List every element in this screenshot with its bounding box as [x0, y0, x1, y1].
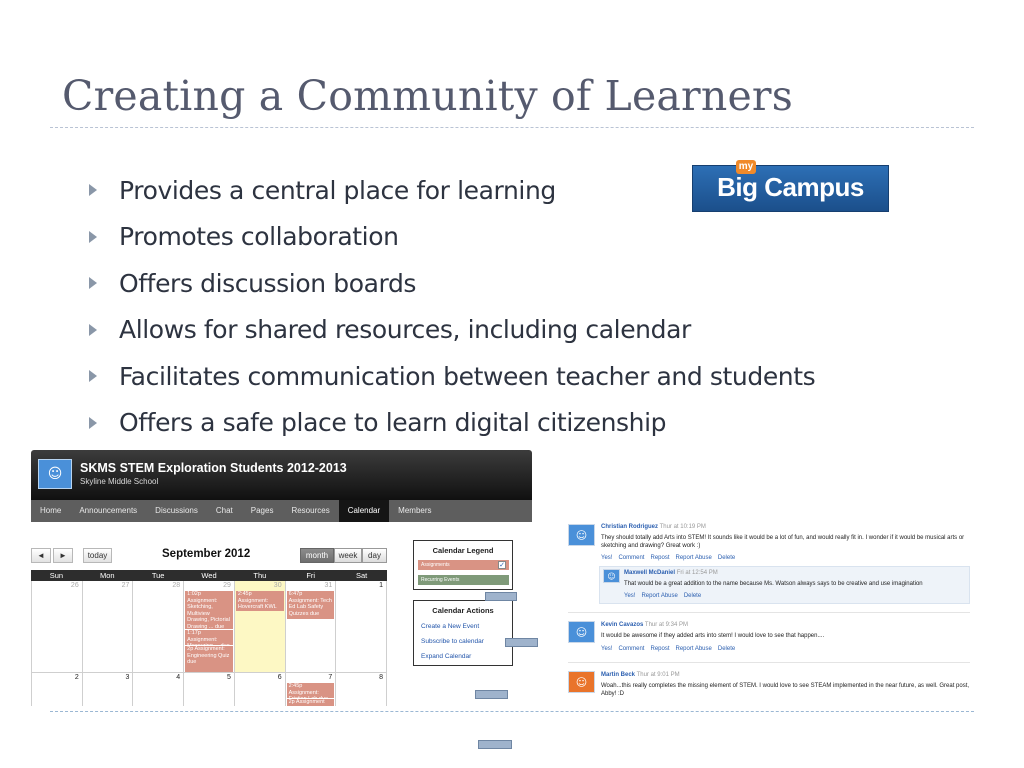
post-actions	[601, 646, 741, 652]
report-abuse-link[interactable]: Report Abuse	[675, 555, 712, 561]
post-body: It would be awesome if they added arts into stem! I would love to see that happen....	[601, 633, 825, 639]
next-month-button[interactable]: ►	[53, 548, 73, 563]
post-body: They should totally add Arts into STEM! It sounds like it would be a lot of fun, and would really fit in. I wonder if it would be musical arts or sketching and drawing? Great work :)	[601, 535, 965, 549]
calendar-day[interactable]	[336, 581, 387, 672]
legend-assignments[interactable]	[418, 560, 509, 570]
title-divider	[50, 127, 974, 128]
weekday-label: Mon	[99, 571, 115, 580]
calendar-event[interactable]: 2:45p Assignment:	[287, 683, 335, 698]
day-number: 2	[74, 674, 79, 681]
calendar-event[interactable]: 1:17p Assignment:	[185, 630, 233, 645]
expand-calendar-link[interactable]: Expand Calendar	[421, 653, 472, 660]
report-abuse-link[interactable]: Report Abuse	[675, 646, 712, 652]
bullet-text: Facilitates communication between teacher and students	[119, 361, 816, 391]
post-author[interactable]: Christian Rodriguez	[601, 524, 659, 530]
legend-title: Calendar Legend	[432, 546, 494, 555]
legend-recurring-events[interactable]	[418, 575, 509, 585]
calendar-grid	[31, 570, 387, 706]
nav-chat[interactable]: Chat	[215, 506, 233, 515]
prev-month-button[interactable]: ◄	[31, 548, 51, 563]
weekday-label: Tue	[151, 571, 165, 580]
repost-link[interactable]: Repost	[650, 555, 670, 561]
bullet-arrow-icon	[89, 324, 97, 336]
calendar-event[interactable]: 2p Assignment: Engineering Quiz due	[185, 646, 233, 672]
bullet-arrow-icon	[89, 231, 97, 243]
footer-divider	[50, 711, 974, 712]
user-avatar-icon: ☺	[603, 569, 620, 583]
delete-link[interactable]: Delete	[717, 555, 736, 561]
post-time: Fri at 12:54 PM	[676, 570, 718, 576]
calendar-legend	[413, 540, 513, 590]
slide-title: Creating a Community of Learners	[62, 72, 793, 120]
connector-shape	[475, 690, 508, 699]
nav-discussions[interactable]: Discussions	[155, 506, 198, 515]
comment-link[interactable]: Comment	[618, 646, 645, 652]
bullet-item	[88, 214, 815, 261]
post-time: Thur at 9:01 PM	[636, 672, 680, 678]
bullet-text: Offers discussion boards	[119, 268, 417, 298]
post-author[interactable]: Maxwell McDaniel	[624, 570, 676, 576]
post-meta	[601, 622, 688, 628]
logo-text: Big Campus	[717, 172, 864, 202]
weekday-header	[31, 570, 387, 581]
bullet-text: Promotes collaboration	[119, 222, 399, 252]
calendar-day[interactable]	[83, 581, 134, 672]
course-title: SKMS STEM Exploration Students 2012-2013	[80, 461, 347, 475]
bullet-item	[88, 260, 815, 307]
calendar-day[interactable]	[336, 673, 387, 706]
legend-label: Assignments	[421, 562, 450, 568]
delete-link[interactable]: Delete	[683, 593, 702, 599]
bullet-text: Offers a safe place to learn digital citizenship	[119, 408, 667, 438]
bullet-text: Allows for shared resources, including calendar	[119, 315, 691, 345]
post-actions	[624, 593, 707, 599]
subscribe-calendar-link[interactable]: Subscribe to calendar	[421, 638, 484, 645]
post-time: Thur at 9:34 PM	[644, 622, 688, 628]
calendar-day[interactable]	[286, 673, 337, 706]
user-avatar-icon: ☺	[568, 671, 595, 693]
day-number: 26	[70, 582, 79, 589]
big-campus-logo	[692, 161, 889, 212]
calendar-day[interactable]	[184, 673, 235, 706]
bullet-arrow-icon	[89, 370, 97, 382]
delete-link[interactable]: Delete	[717, 646, 736, 652]
post-time: Thur at 10:19 PM	[659, 524, 706, 530]
day-number: 28	[172, 582, 181, 589]
connector-shape	[478, 740, 512, 749]
post-meta	[624, 570, 718, 576]
weekday-label: Fri	[306, 571, 316, 580]
day-number: 7	[328, 674, 333, 681]
user-avatar-icon: ☺	[568, 621, 595, 643]
connector-shape	[485, 592, 517, 601]
post-divider	[568, 662, 970, 663]
calendar-day[interactable]	[31, 673, 83, 706]
nav-pages[interactable]: Pages	[250, 506, 274, 515]
bullet-arrow-icon	[89, 417, 97, 429]
day-number: 27	[121, 582, 130, 589]
calendar-day[interactable]	[235, 673, 286, 706]
post-author[interactable]: Martin Beck	[601, 672, 636, 678]
week-view-button[interactable]: week	[334, 548, 362, 563]
calendar-day[interactable]	[184, 581, 235, 672]
day-number: 8	[379, 674, 384, 681]
user-avatar-icon: ☺	[568, 524, 595, 546]
day-view-button[interactable]: day	[362, 548, 387, 563]
yes-link[interactable]: Yes!	[624, 593, 636, 599]
course-header	[31, 450, 532, 500]
day-number: 4	[176, 674, 181, 681]
nav-members[interactable]: Members	[398, 506, 432, 515]
post-divider	[568, 612, 970, 613]
nav-calendar[interactable]: Calendar	[339, 500, 389, 522]
month-view-button[interactable]: month	[300, 548, 334, 563]
nav-home[interactable]: Home	[40, 506, 62, 515]
logo-my-badge: my	[736, 160, 756, 174]
calendar-day[interactable]	[133, 673, 184, 706]
course-school: Skyline Middle School	[80, 477, 159, 486]
weekday-label: Thu	[253, 571, 267, 580]
actions-title: Calendar Actions	[432, 606, 494, 615]
nav-resources[interactable]: Resources	[291, 506, 330, 515]
calendar-event[interactable]: 2:45p Assignment: Hovercraft KWL	[236, 591, 284, 611]
report-abuse-link[interactable]: Report Abuse	[641, 593, 678, 599]
calendar-actions	[413, 600, 513, 666]
day-number: 3	[125, 674, 130, 681]
day-number: 29	[223, 582, 231, 589]
legend-label: Recurring Events	[421, 577, 460, 583]
calendar-day[interactable]	[133, 581, 184, 672]
post-actions	[601, 555, 741, 561]
calendar-event[interactable]: 2p Assignment	[287, 699, 335, 706]
weekday-label: Wed	[201, 571, 217, 580]
post-body: That would be a great addition to the name because Ms. Watson always says to be creative and use imagination	[624, 581, 923, 587]
day-number: 1	[379, 582, 384, 589]
today-button[interactable]: today	[83, 548, 112, 563]
bullet-item	[88, 307, 815, 354]
calendar-event[interactable]: 1:02p Assignment: Sketching, Multiview Drawing, Pictorial Drawing ... due	[185, 591, 233, 629]
calendar-week	[31, 581, 387, 673]
connector-shape	[505, 638, 538, 647]
bullet-item	[88, 353, 815, 400]
calendar-day[interactable]	[286, 581, 337, 672]
day-number: 5	[226, 674, 231, 681]
bullet-text: Provides a central place for learning	[119, 175, 556, 205]
weekday-label: Sat	[355, 571, 368, 580]
repost-link[interactable]: Repost	[650, 646, 670, 652]
calendar-day[interactable]	[83, 673, 134, 706]
yes-link[interactable]: Yes!	[601, 646, 613, 652]
bullet-arrow-icon	[89, 184, 97, 196]
calendar-day[interactable]	[31, 581, 83, 672]
course-nav	[31, 500, 532, 522]
bullet-arrow-icon	[89, 277, 97, 289]
post-meta	[601, 672, 680, 678]
bullet-item	[88, 400, 815, 447]
post-meta	[601, 524, 706, 530]
create-event-link[interactable]: Create a New Event	[421, 623, 480, 630]
course-avatar-icon: ☺	[38, 459, 72, 489]
day-number: 6	[277, 674, 282, 681]
day-number: 31	[324, 582, 333, 589]
legend-checkbox[interactable]: ✓	[499, 562, 505, 569]
nav-announcements[interactable]: Announcements	[79, 506, 138, 515]
post-author[interactable]: Kevin Cavazos	[601, 622, 644, 628]
post-body: Woah...this really completes the missing element of STEM. I would love to see STEAM implemented in the near future, as well. Great post, Abby! :D	[601, 683, 970, 697]
calendar-month-title: September 2012	[162, 548, 251, 560]
calendar-event[interactable]: 6:47p Assignment: Tech Ed Lab Safety Quizzes due	[287, 591, 335, 619]
calendar-day-today[interactable]	[235, 581, 286, 672]
day-number: 30	[273, 582, 282, 589]
comment-link[interactable]: Comment	[618, 555, 645, 561]
weekday-label: Sun	[49, 571, 64, 580]
calendar-week	[31, 673, 387, 706]
yes-link[interactable]: Yes!	[601, 555, 613, 561]
